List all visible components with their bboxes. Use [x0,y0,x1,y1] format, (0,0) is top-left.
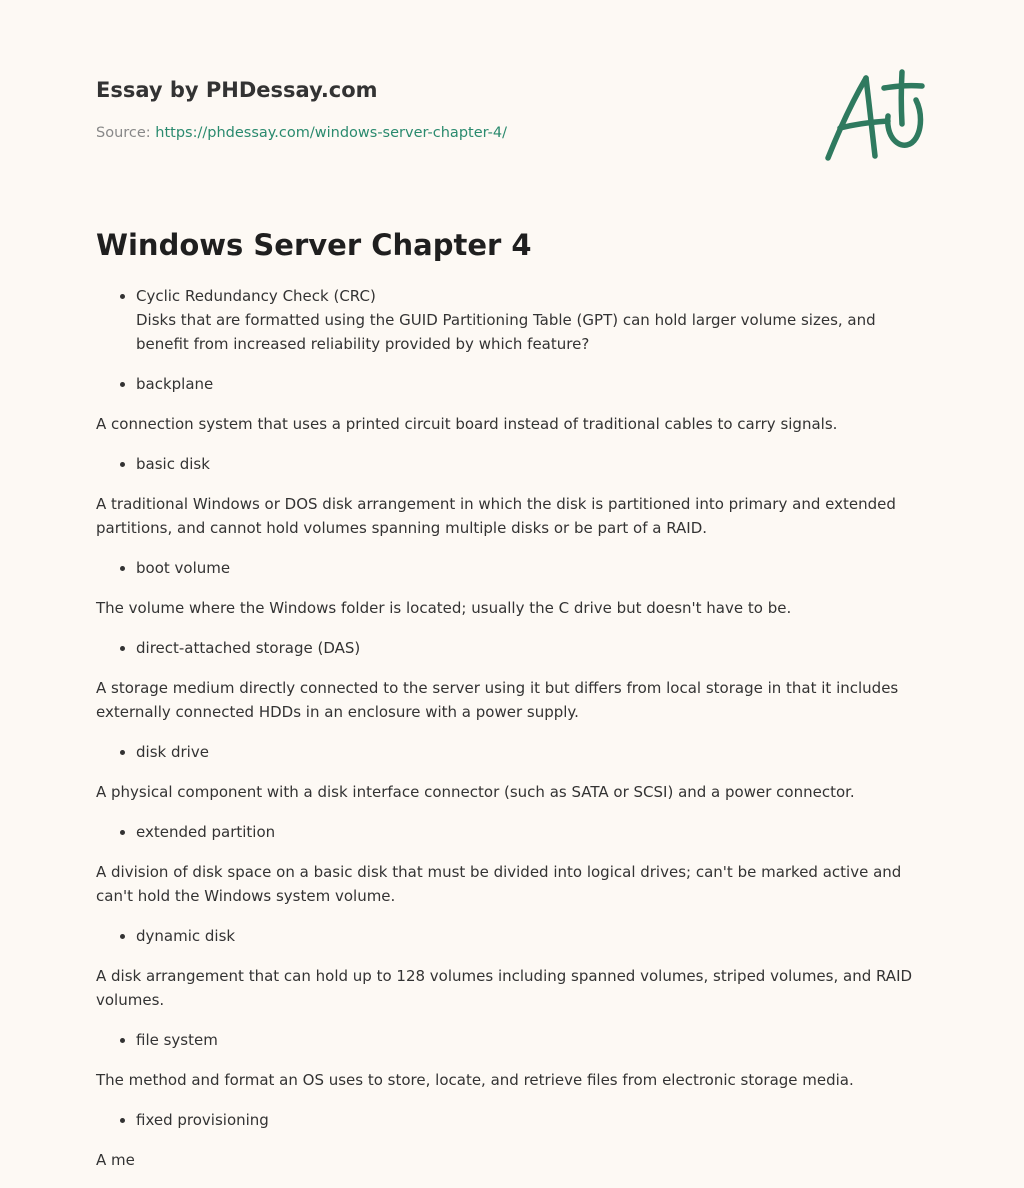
definition-paragraph: A traditional Windows or DOS disk arrangement in which the disk is partitioned into primary and extended partitions, and cannot hold volumes spanning multiple disks or be part of a RAID. [96,495,896,537]
term-list [96,284,932,356]
definition-paragraph: A physical component with a disk interface connector (such as SATA or SCSI) and a power connector. [96,783,855,801]
term-item: • backplane [136,372,932,396]
definition-paragraph: The method and format an OS uses to store, locate, and retrieve files from electronic storage media. [96,1071,854,1089]
term-item: • dynamic disk [136,924,932,948]
plus-horizontal-stroke [884,86,922,88]
essay-title: Windows Server Chapter 4 [96,228,532,262]
term-list [96,636,932,660]
source-label: Source: [96,125,156,141]
essay-content [96,284,932,1188]
term-item: • boot volume [136,556,932,580]
definition-paragraph: A division of disk space on a basic disk that must be divided into logical drives; can't be marked active and can't hold the Windows system volume. [96,863,902,905]
a-plus-logo [818,66,930,168]
term-list [96,372,932,396]
a-plus-logo-icon [818,66,930,168]
term-item: • fixed provisioning [136,1108,932,1132]
definition-paragraph: A connection system that uses a printed circuit board instead of traditional cables to carry signals. [96,415,838,433]
site-name: Essay by PHDessay.com [96,78,378,102]
term-list [96,740,932,764]
term-text: Cyclic Redundancy Check (CRC) [136,287,376,305]
term-item: • disk drive [136,740,932,764]
term-list [96,924,932,948]
term-item: • direct-attached storage (DAS) [136,636,932,660]
term-item: • basic disk [136,452,932,476]
term-list [96,452,932,476]
term-list [96,820,932,844]
definition-paragraph: A me [96,1151,135,1169]
definition-paragraph: A storage medium directly connected to the server using it but differs from local storage in that it includes externally connected HDDs in an enclosure with a power supply. [96,679,899,721]
source-line [96,124,507,142]
term-item [136,284,932,356]
term-list [96,556,932,580]
source-link[interactable]: https://phdessay.com/windows-server-chapter-4/ [155,125,507,141]
letter-a-crossbar [840,121,888,128]
letter-a-left-stroke [828,78,866,158]
definition-paragraph: The volume where the Windows folder is located; usually the C drive but doesn't have to be. [96,599,792,617]
term-list [96,1108,932,1132]
term-list [96,1028,932,1052]
term-item: • file system [136,1028,932,1052]
term-item: • extended partition [136,820,932,844]
letter-a-right-stroke [866,78,875,156]
definition-paragraph: A disk arrangement that can hold up to 128 volumes including spanned volumes, striped volumes, and RAID volumes. [96,967,913,1009]
term-question: Disks that are formatted using the GUID Partitioning Table (GPT) can hold larger volume sizes, and benefit from increased reliability provided by which feature? [136,311,876,353]
plus-vertical-stroke [901,72,902,124]
